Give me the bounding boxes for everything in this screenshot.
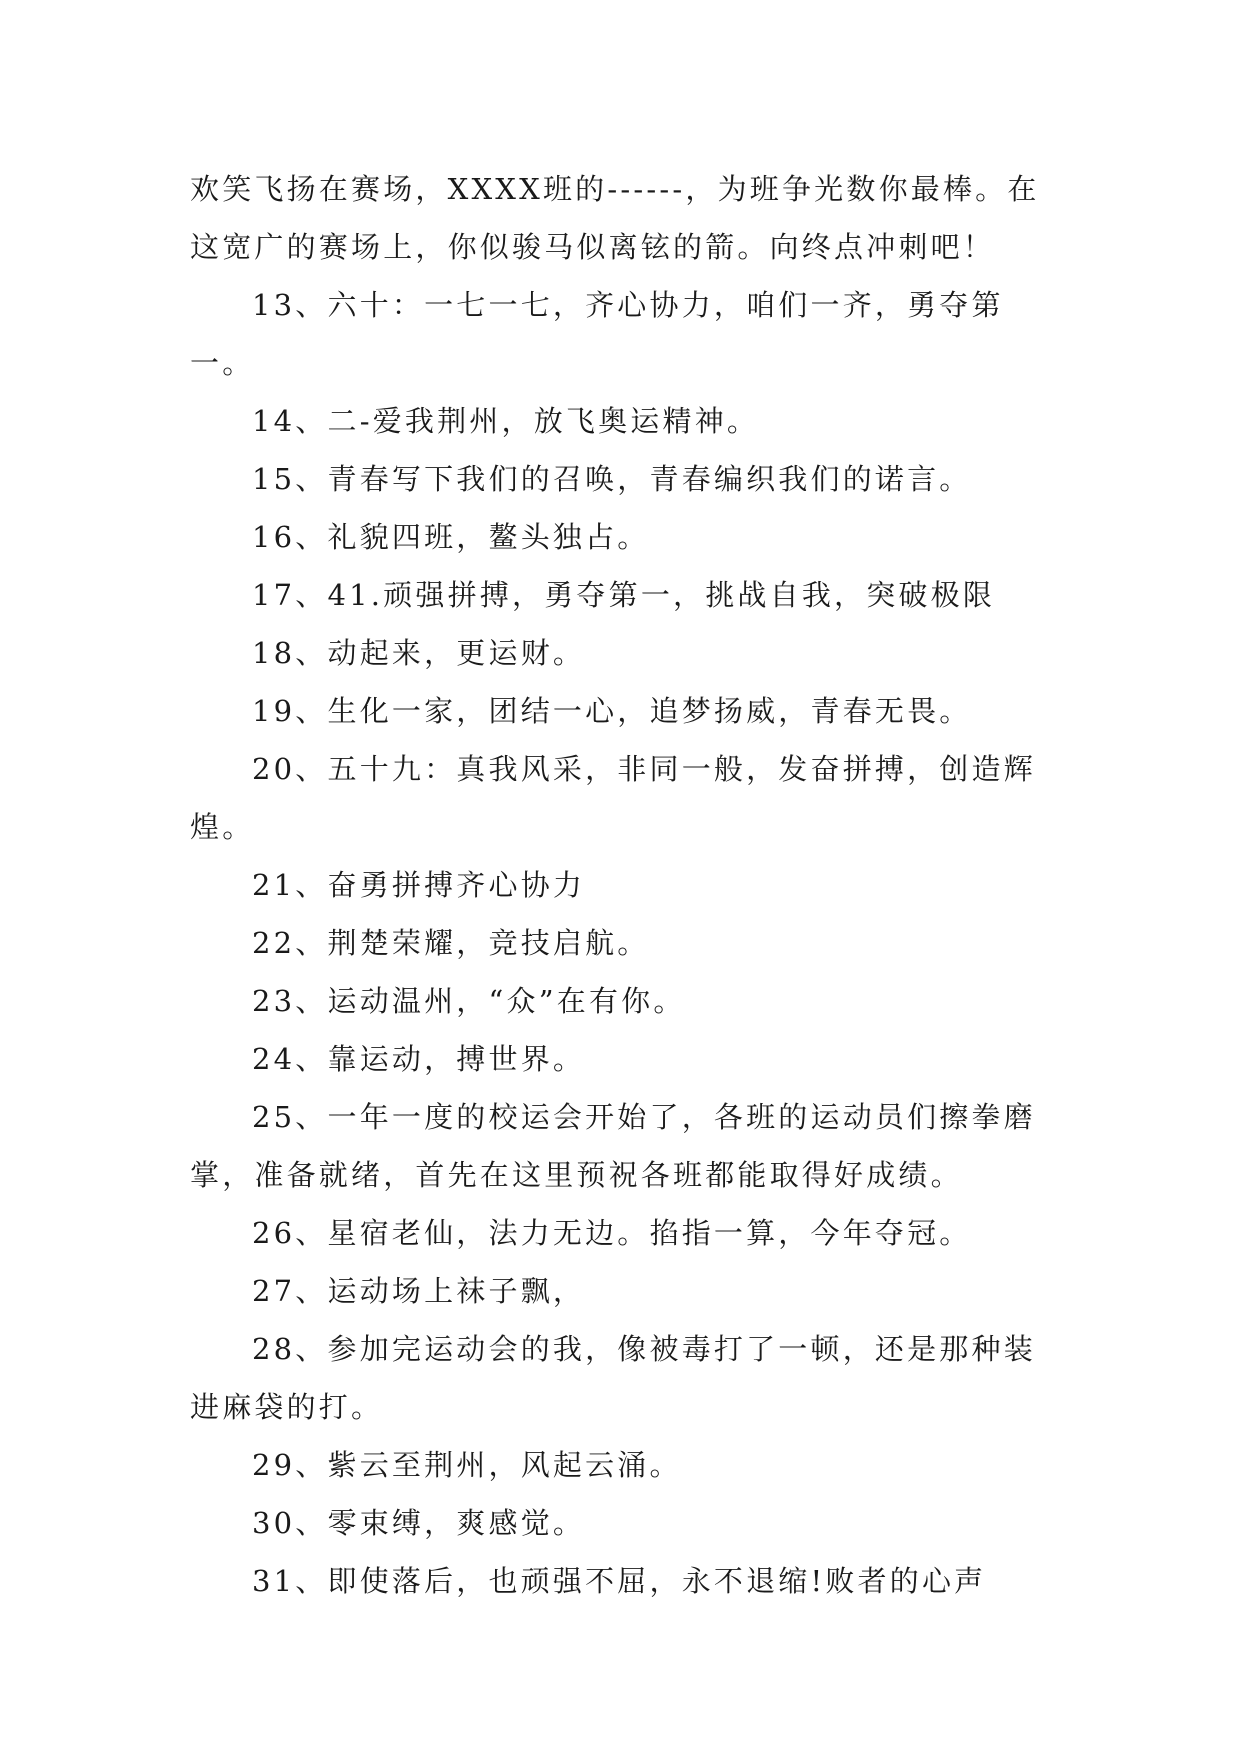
- paragraph-31: 31、即使落后，也顽强不屈，永不退缩!败者的心声: [252, 1564, 987, 1598]
- paragraph-24: 24、靠运动，搏世界。: [252, 1042, 586, 1076]
- paragraph-25: 25、一年一度的校运会开始了，各班的运动员们擦拳磨掌，准备就绪，首先在这里预祝各班都能取得好成绩。: [190, 1100, 1036, 1192]
- paragraph-16: 16、礼貌四班，鳌头独占。: [252, 520, 650, 554]
- paragraph-22: 22、荆楚荣耀，竞技启航。: [252, 926, 650, 960]
- paragraph-30: 30、零束缚，爽感觉。: [252, 1506, 586, 1540]
- paragraph-21: 21、奋勇拼搏齐心协力: [252, 868, 586, 902]
- paragraph-13: 13、六十：一七一七，齐心协力，咱们一齐，勇夺第一。: [190, 288, 1004, 380]
- paragraph-15: 15、青春写下我们的召唤，青春编织我们的诺言。: [252, 462, 972, 496]
- paragraph-23: 23、运动温州，“众”在有你。: [252, 984, 686, 1018]
- paragraph-28: 28、参加完运动会的我，像被毒打了一顿，还是那种装进麻袋的打。: [190, 1332, 1036, 1424]
- document-body: [190, 160, 1060, 1610]
- paragraph-intro: 欢笑飞扬在赛场，XXXX班的------，为班争光数你最棒。在这宽广的赛场上，你似骏马似离铉的箭。向终点冲刺吧！: [190, 172, 1040, 264]
- paragraph-17: 17、41.顽强拼搏，勇夺第一，挑战自我，突破极限: [252, 578, 996, 612]
- paragraph-27: 27、运动场上袜子飘，: [252, 1274, 586, 1308]
- paragraph-18: 18、动起来，更运财。: [252, 636, 586, 670]
- paragraph-20: 20、五十九：真我风采，非同一般，发奋拼搏，创造辉煌。: [190, 752, 1036, 844]
- paragraph-14: 14、二-爱我荆州，放飞奥运精神。: [252, 404, 760, 438]
- paragraph-29: 29、紫云至荆州，风起云涌。: [252, 1448, 682, 1482]
- paragraph-19: 19、生化一家，团结一心，追梦扬威，青春无畏。: [252, 694, 972, 728]
- paragraph-26: 26、星宿老仙，法力无边。掐指一算，今年夺冠。: [252, 1216, 972, 1250]
